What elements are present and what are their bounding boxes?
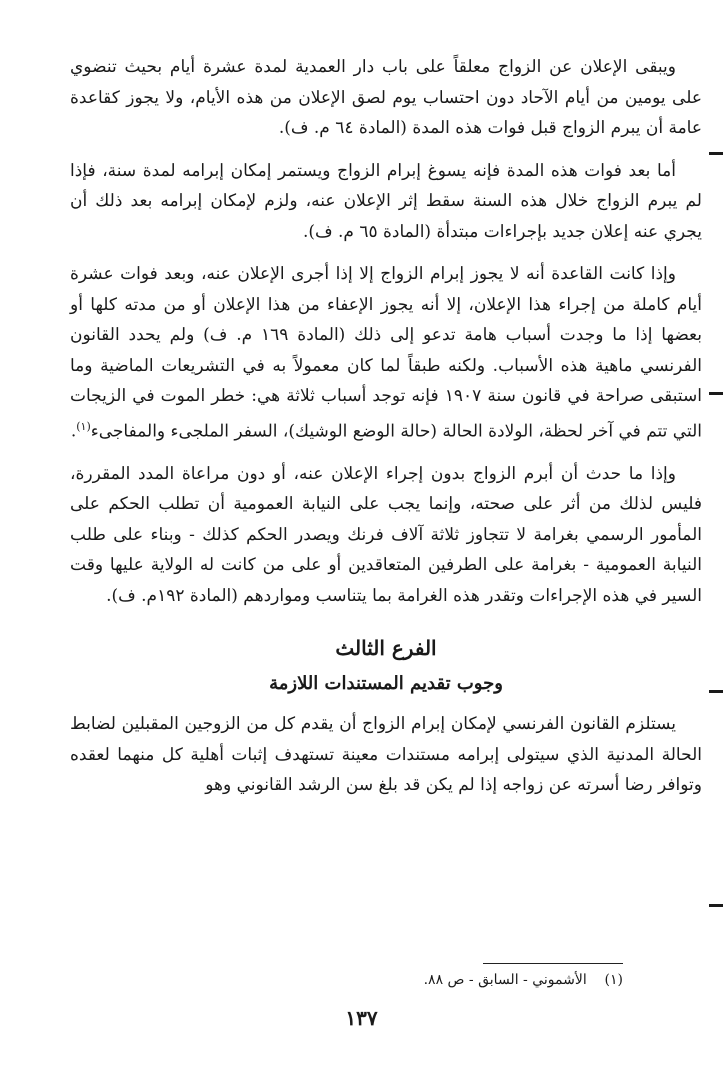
margin-mark: [709, 690, 723, 693]
footnote-marker: (١): [604, 972, 623, 988]
section-subtitle: وجوب تقديم المستندات اللازمة: [269, 673, 503, 695]
paragraph-1: ويبقى الإعلان عن الزواج معلقاً على باب دار العمدية لمدة عشرة أيام بحيث تنضوي على يومين من أيام الآحاد دون احتساب يوم لصق الإعلان من هذه الأيام، ولا يجوز كقاعدة عامة أن يبرم الزواج قبل فوات هذه المدة (المادة ٦٤ م. ف).: [70, 57, 702, 138]
footnote-divider: [483, 963, 623, 964]
footnote-text: الأشموني - السابق - ص ٨٨.: [423, 972, 587, 988]
section-title: الفرع الثالث: [335, 636, 437, 661]
page-number: ١٣٧: [345, 1006, 378, 1030]
footnote-reference: (١): [76, 419, 91, 433]
footnote: [103, 970, 623, 990]
paragraph-4: وإذا ما حدث أن أبرم الزواج بدون إجراء الإعلان عنه، أو دون مراعاة المدد المقررة، فليس لذلك من أثر على صحته، وإنما يجب على النيابة العمومية أن تطلب الحكم على المأمور الرسمي بغرامة لا تتجاوز ثلاثة آلاف فرنك ويصدر الحكم كذلك - وبناء على طلب النيابة العمومية - بغرامة على الطرفين المتعاقدين أو على من كانت له الولاية عليها وقت السير في هذه الإجراءات وتقدر هذه الغرامة بما يتناسب ومواردهم (المادة ١٩٢م. ف).: [70, 463, 702, 606]
paragraph-5: يستلزم القانون الفرنسي لإمكان إبرام الزواج أن يقدم كل من الزوجين المقبلين لضابط الحالة المدنية الذي سيتولى إبرامه مستندات معينة تستهدف إثبات أهلية كل منهما لعقده وتوافر رضا أسرته عن زواجه إذا لم يكن قد بلغ سن الرشد القانوني وهو: [70, 714, 702, 796]
margin-mark: [709, 392, 723, 395]
paragraph-2: أما بعد فوات هذه المدة فإنه يسوغ إبرام الزواج ويستمر إمكان إبرامه لمدة سنة، فإذا لم يبرم الزواج خلال هذه السنة سقط إثر الإعلان عنه، ولزم لإمكان إبرامه بعد ذلك أن يجري عنه إعلان جديد بإجراءات مبتدأة (المادة ٦٥ م. ف).: [70, 160, 702, 242]
paragraph-3-end: .: [70, 421, 77, 442]
section-headings: [70, 631, 702, 701]
paragraph-3: [70, 259, 702, 447]
margin-mark: [709, 152, 723, 155]
paragraph-3-text: وإذا كانت القاعدة أنه لا يجوز إبرام الزواج إلا إذا أجرى الإعلان عنه، وبعد فوات عشرة أيام كاملة من إجراء هذا الإعلان، إلا أنه يجوز الإعفاء من هذا الإعلان أو من مدته كلها أو بعضها إذا ما وجدت أسباب هامة تدعو إلى ذلك (المادة ١٦٩ م. ف) ولم يحدد القانون الفرنسي ماهية هذه الأسباب. ولكنه طبقاً لما كان معمولاً به في التشريعات الماضية وما استبقى صراحة في قانون سنة ١٩٠٧ فإنه توجد أسباب ثلاثة هي: خطر الموت في الزيجات التي تتم في آخر لحظة، الولادة الحالة (حالة الوضع الوشيك)، السفر الملجىء والمفاجىء: [70, 264, 702, 442]
page-body: [70, 52, 702, 813]
margin-mark: [709, 904, 723, 907]
